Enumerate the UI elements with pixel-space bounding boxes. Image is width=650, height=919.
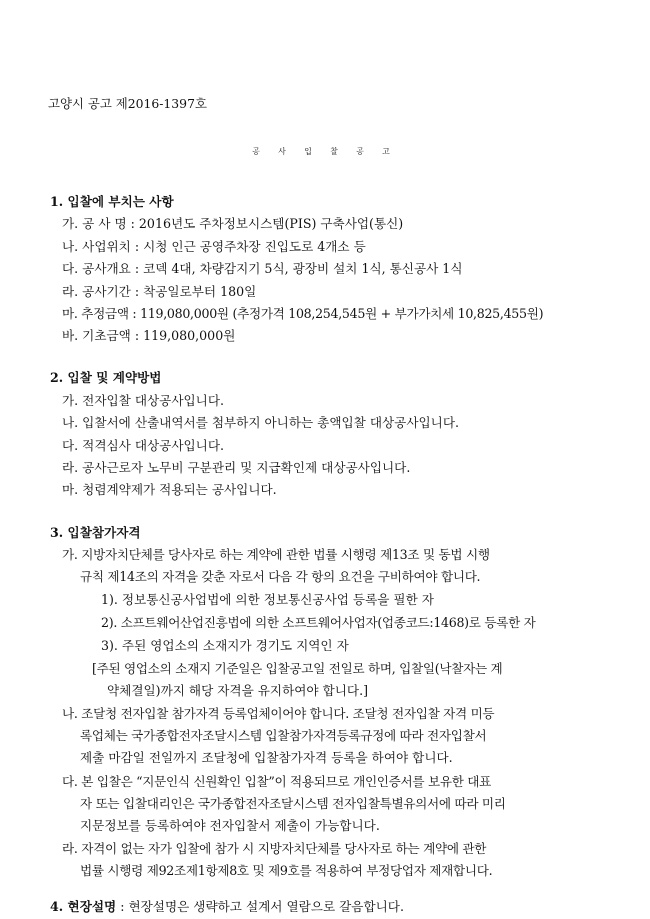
s1-item-na: 나. 사업위치 : 시청 인근 공영주차장 진입도로 4개소 등 bbox=[62, 239, 366, 254]
s3-sub-1: 1). 정보통신공사업법에 의한 정보통신공사업 등록을 필한 자 bbox=[101, 592, 434, 607]
section-3-heading: 3. 입찰참가자격 bbox=[50, 525, 141, 540]
s1-item-ra: 라. 공사기간 : 착공일로부터 180일 bbox=[62, 284, 257, 299]
s2-item-da: 다. 적격심사 대상공사입니다. bbox=[62, 438, 224, 453]
s2-item-ra: 라. 공사근로자 노무비 구분관리 및 지급확인제 대상공사입니다. bbox=[62, 460, 411, 475]
section-4 bbox=[50, 898, 404, 916]
s1-item-da: 다. 공사개요 : 코덱 4대, 차량감지기 5식, 광장비 설치 1식, 통신공사 1식 bbox=[62, 261, 463, 276]
s3-ga-line-2: 규칙 제14조의 자격을 갖춘 자로서 다음 각 항의 요건을 구비하여야 합니다. bbox=[80, 569, 481, 584]
section-1-heading: 1. 입찰에 부치는 사항 bbox=[50, 194, 174, 209]
page-title: 공 사 입 찰 공 고 bbox=[252, 147, 398, 156]
s1-item-ba: 바. 기초금액 : 119,080,000원 bbox=[62, 328, 236, 343]
s2-item-na: 나. 입찰서에 산출내역서를 첨부하지 아니하는 총액입찰 대상공사입니다. bbox=[62, 415, 459, 430]
section-2-heading: 2. 입찰 및 계약방법 bbox=[50, 370, 162, 385]
s3-da-line-2: 자 또는 입찰대리인은 국가종합전자조달시스템 전자입찰특별유의서에 따라 미리 bbox=[80, 796, 506, 811]
s3-da-line-1: 다. 본 입찰은 “지문인식 신원확인 입찰”이 적용되므로 개인인증서를 보유한 대표 bbox=[62, 774, 492, 789]
s2-item-ga: 가. 전자입찰 대상공사입니다. bbox=[62, 393, 224, 408]
s2-item-ma: 마. 청렴계약제가 적용되는 공사입니다. bbox=[62, 482, 277, 497]
s3-da-line-3: 지문정보를 등록하여야 전자입찰서 제출이 가능합니다. bbox=[80, 818, 380, 833]
section-4-heading: 4. 현장설명 bbox=[50, 899, 117, 914]
s3-sub-3: 3). 주된 영업소의 소재지가 경기도 지역인 자 bbox=[101, 638, 349, 653]
s3-ga-line-1: 가. 지방자치단체를 당사자로 하는 계약에 관한 법률 시행령 제13조 및 동법 시행 bbox=[62, 547, 490, 562]
s3-ra-line-1: 라. 자격이 없는 자가 입찰에 참가 시 지방자치단체를 당사자로 하는 계약에 관한 bbox=[62, 841, 487, 856]
s3-na-line-3: 제출 마감일 전일까지 조달청에 입찰참가자격 등록을 하여야 합니다. bbox=[80, 750, 453, 765]
s3-sub-2: 2). 소프트웨어산업진흥법에 의한 소프트웨어사업자(업종코드:1468)로 등록한 자 bbox=[101, 615, 536, 630]
s3-na-line-2: 록업체는 국가종합전자조달시스템 입찰참가자격등록규정에 따라 전자입찰서 bbox=[80, 728, 487, 743]
s1-item-ga: 가. 공 사 명 : 2016년도 주차정보시스템(PIS) 구축사업(통신) bbox=[62, 216, 404, 231]
s3-ra-line-2: 법률 시행령 제92조제1항제8호 및 제9호를 적용하여 부정당업자 제재합니다. bbox=[80, 863, 493, 878]
s3-note-line-1: [주된 영업소의 소재지 기준일은 입찰공고일 전일로 하며, 입찰일(낙찰자는 계 bbox=[92, 661, 503, 676]
s1-item-ma: 마. 추정금액 : 119,080,000원 (추정가격 108,254,545원 + 부가가치세 10,825,455원) bbox=[62, 306, 544, 321]
section-4-text: : 현장설명은 생략하고 설계서 열람으로 갈음합니다. bbox=[116, 899, 404, 914]
s3-na-line-1: 나. 조달청 전자입찰 참가자격 등록업체이어야 합니다. 조달청 전자입찰 자격 미등 bbox=[62, 706, 495, 721]
doc-number: 고양시 공고 제2016-1397호 bbox=[48, 96, 207, 111]
s3-note-line-2: 약체결일)까지 해당 자격을 유지하여야 합니다.] bbox=[107, 683, 368, 698]
